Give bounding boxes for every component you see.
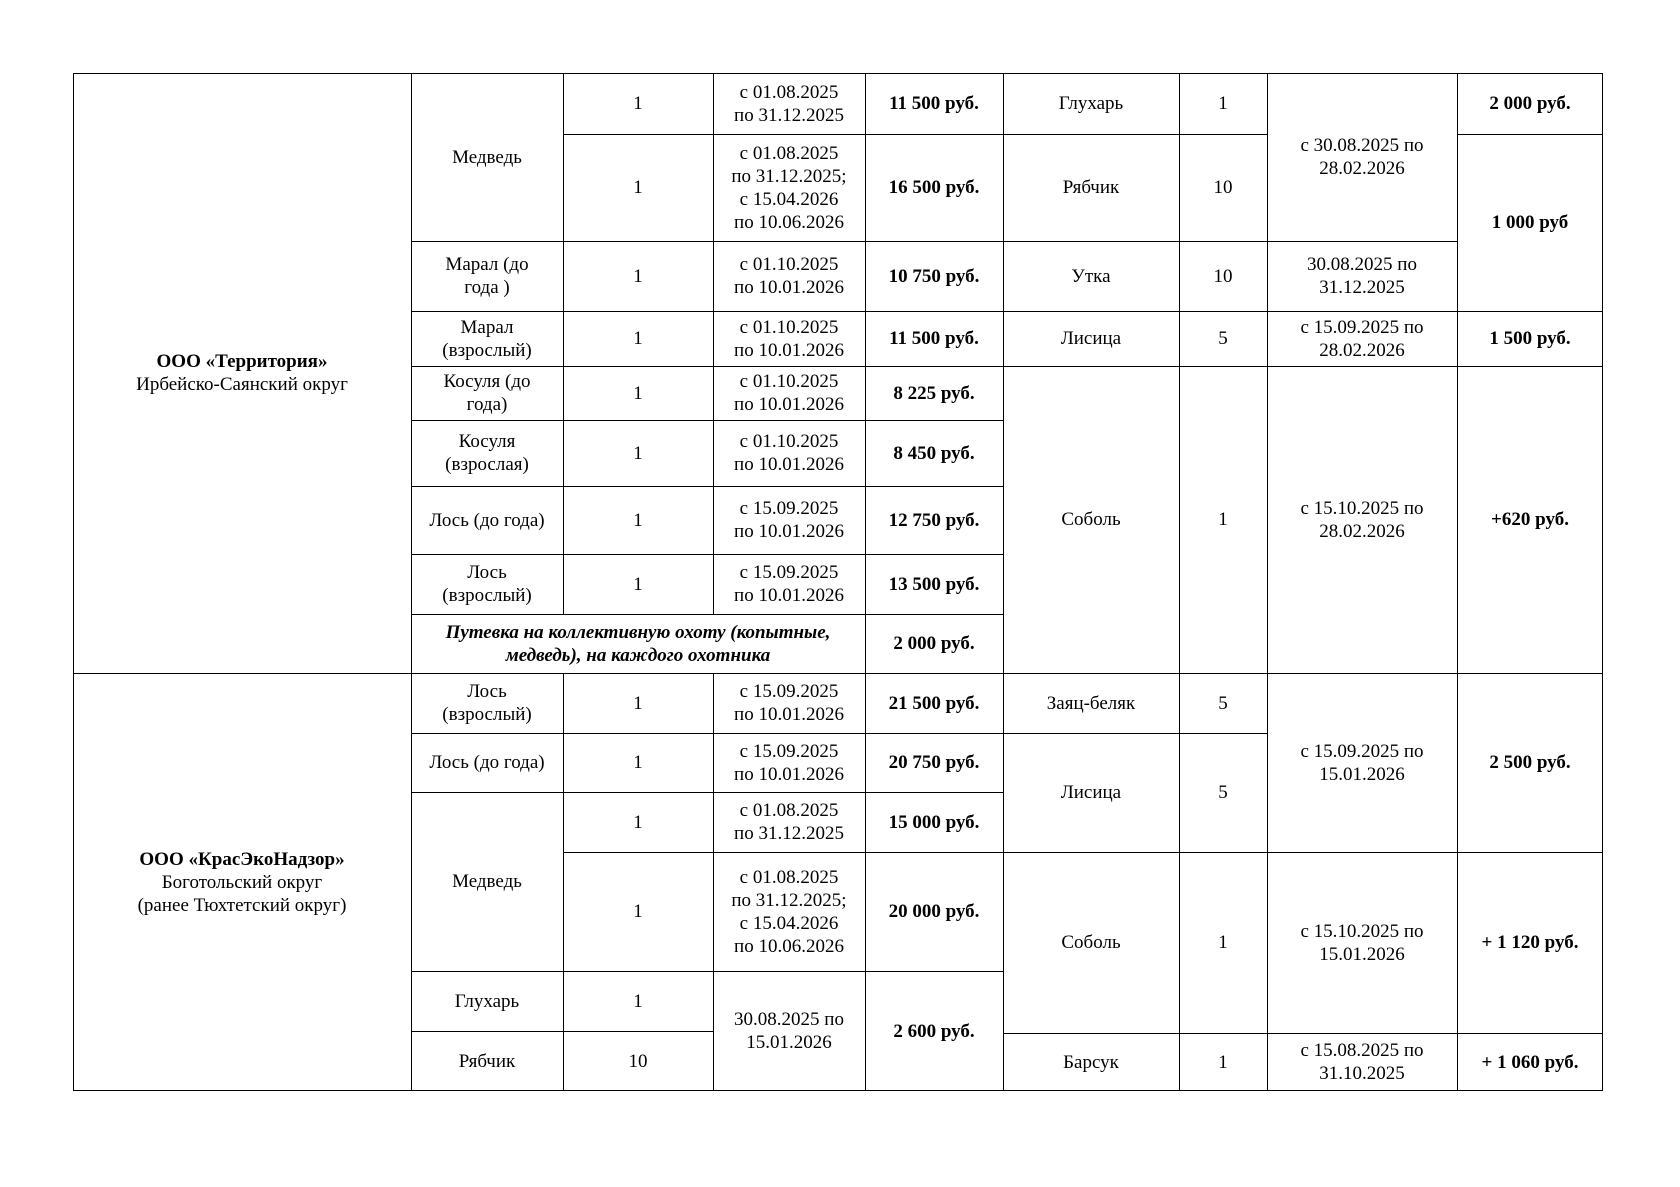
price-cell: 2 500 руб. <box>1489 752 1571 773</box>
qty-cell: 1 <box>633 752 643 773</box>
collective-hunt-cell: Путевка на коллективную охоту (копытные, медведь), на каждого охотника <box>445 621 831 666</box>
org-district: Боготольский округ <box>161 871 323 893</box>
price-cell: + 1 060 руб. <box>1481 1051 1579 1073</box>
qty-cell: 1 <box>633 442 643 464</box>
price-cell: 8 225 руб. <box>893 382 975 404</box>
grid-line <box>411 486 1003 487</box>
grid-line <box>411 614 1003 615</box>
qty-cell: 10 <box>628 1050 648 1072</box>
price-cell: +620 руб. <box>1491 509 1569 530</box>
qty-cell: 1 <box>633 509 643 531</box>
period-cell: с 01.08.2025 по 31.12.2025 <box>734 800 844 844</box>
grid-line <box>1267 73 1268 1091</box>
qty-cell: 1 <box>633 177 643 198</box>
grid-line <box>1003 73 1004 1091</box>
grid-line <box>411 792 1003 793</box>
species-cell: Утка <box>1071 265 1111 287</box>
species-cell: Лисица <box>1060 328 1122 349</box>
qty-cell: 1 <box>1218 509 1228 530</box>
qty-cell: 1 <box>633 93 643 114</box>
price-cell: 13 500 руб. <box>888 573 980 595</box>
grid-line <box>865 852 1003 853</box>
price-cell: 12 750 руб. <box>888 509 980 531</box>
price-cell: 21 500 руб. <box>888 692 980 714</box>
qty-cell: 1 <box>1218 1051 1228 1073</box>
grid-line <box>1003 366 1603 367</box>
species-cell: Лось (взрослый) <box>442 562 532 606</box>
species-cell: Рябчик <box>458 1050 516 1072</box>
price-cell: 11 500 руб. <box>889 93 979 114</box>
grid-line <box>563 852 865 853</box>
species-cell: Лось (взрослый) <box>442 681 532 725</box>
org-cell-territoriya <box>73 73 411 673</box>
qty-cell: 1 <box>633 811 643 833</box>
price-cell: 20 750 руб. <box>888 752 980 773</box>
grid-line <box>411 73 412 1091</box>
price-cell: 2 000 руб. <box>893 633 975 654</box>
org-name: ООО «Территория» <box>156 351 328 372</box>
species-cell: Лось (до года) <box>429 509 545 531</box>
grid-line <box>713 73 714 614</box>
species-cell: Заяц-беляк <box>1046 692 1136 714</box>
qty-cell: 5 <box>1218 328 1228 349</box>
qty-cell: 1 <box>633 265 643 287</box>
qty-cell: 5 <box>1218 692 1228 714</box>
period-cell: с 01.08.2025 по 31.12.2025; с 15.04.2026 по 10.06.2026 <box>731 866 847 957</box>
price-cell: + 1 120 руб. <box>1481 932 1579 953</box>
qty-cell: 1 <box>1218 932 1228 953</box>
grid-line <box>411 554 1003 555</box>
species-cell: Марал (взрослый) <box>442 316 532 361</box>
grid-line <box>563 673 564 1091</box>
price-cell: 15 000 руб. <box>888 811 980 833</box>
qty-cell: 1 <box>633 382 643 404</box>
grid-line <box>411 366 1003 367</box>
grid-line <box>1602 73 1603 1091</box>
species-cell: Глухарь <box>454 990 520 1012</box>
grid-line <box>411 971 1003 972</box>
period-cell: с 15.09.2025 по 28.02.2026 <box>1300 316 1424 361</box>
price-cell: 2 000 руб. <box>1489 93 1571 114</box>
species-cell: Лось (до года) <box>429 752 545 773</box>
qty-cell: 1 <box>633 692 643 714</box>
price-cell: 1 500 руб. <box>1489 328 1571 349</box>
grid-line <box>411 311 1003 312</box>
period-cell: с 15.09.2025 по 10.01.2026 <box>734 681 844 725</box>
org-district-note: (ранее Тюхтетский округ) <box>137 894 347 916</box>
org-name: ООО «КрасЭкоНадзор» <box>139 848 345 870</box>
org-district: Ирбейско-Саянский округ <box>136 374 348 395</box>
grid-line <box>1179 73 1180 1091</box>
species-cell: Глухарь <box>1058 93 1124 114</box>
grid-line <box>411 1031 713 1032</box>
qty-cell: 1 <box>633 573 643 595</box>
grid-line <box>1003 733 1267 734</box>
grid-line <box>563 73 564 241</box>
price-cell: 10 750 руб. <box>888 265 980 287</box>
grid-line <box>713 673 714 1091</box>
period-cell: с 01.10.2025 по 10.01.2026 <box>734 316 844 361</box>
period-cell: с 01.10.2025 по 10.01.2026 <box>734 254 844 298</box>
grid-line <box>73 1090 1603 1091</box>
qty-cell: 10 <box>1213 177 1233 198</box>
species-cell: Барсук <box>1063 1051 1119 1073</box>
grid-line <box>73 73 1603 74</box>
price-cell: 1 000 руб <box>1491 212 1569 233</box>
qty-cell: 1 <box>633 901 643 922</box>
grid-line <box>1003 311 1603 312</box>
price-cell: 20 000 руб. <box>888 901 980 922</box>
grid-line <box>1003 134 1267 135</box>
species-cell: Косуля (взрослая) <box>445 431 529 475</box>
species-cell: Рябчик <box>1062 177 1120 198</box>
grid-line <box>411 420 1003 421</box>
grid-line <box>73 73 74 1091</box>
period-cell: с 01.10.2025 по 10.01.2026 <box>734 431 844 475</box>
qty-cell: 5 <box>1218 782 1228 803</box>
period-cell: с 15.09.2025 по 10.01.2026 <box>734 498 844 542</box>
period-cell: с 01.08.2025 по 31.12.2025; с 15.04.2026 по 10.06.2026 <box>731 142 847 233</box>
period-cell: 30.08.2025 по 31.12.2025 <box>1307 254 1417 298</box>
period-cell: с 15.08.2025 по 31.10.2025 <box>1300 1040 1424 1084</box>
price-cell: 16 500 руб. <box>888 177 980 198</box>
species-cell: Косуля (до года) <box>443 371 531 415</box>
org-cell-krasekonadzor <box>73 673 411 1091</box>
grid-line <box>865 73 866 1091</box>
species-cell: Медведь <box>452 871 522 892</box>
species-cell: Соболь <box>1061 509 1121 530</box>
qty-cell: 10 <box>1213 265 1233 287</box>
grid-line <box>1003 1033 1603 1034</box>
grid-line <box>1457 73 1458 1091</box>
grid-line <box>411 241 1003 242</box>
qty-cell: 1 <box>633 990 643 1012</box>
period-cell: с 15.09.2025 по 10.01.2026 <box>734 562 844 606</box>
period-cell: с 01.10.2025 по 10.01.2026 <box>734 371 844 415</box>
period-cell: с 15.09.2025 по 10.01.2026 <box>734 740 844 785</box>
period-cell: с 15.10.2025 по 28.02.2026 <box>1300 497 1424 542</box>
qty-cell: 1 <box>1218 93 1228 114</box>
grid-line <box>563 134 1003 135</box>
period-cell: с 15.10.2025 по 15.01.2026 <box>1300 920 1424 965</box>
period-cell: с 15.09.2025 по 15.01.2026 <box>1300 740 1424 785</box>
grid-line <box>1003 852 1603 853</box>
grid-line <box>563 241 564 614</box>
grid-line <box>1457 134 1603 135</box>
grid-line <box>411 733 1003 734</box>
hunting-permits-table <box>73 73 1603 1091</box>
price-cell: 8 450 руб. <box>893 442 975 464</box>
grid-line <box>73 673 1603 674</box>
period-cell: с 30.08.2025 по 28.02.2026 <box>1300 135 1424 179</box>
species-cell: Марал (до года ) <box>445 254 529 298</box>
species-cell: Лисица <box>1060 782 1122 803</box>
species-cell: Соболь <box>1061 932 1121 953</box>
period-cell: 30.08.2025 по 15.01.2026 <box>734 1009 844 1053</box>
grid-line <box>1003 241 1457 242</box>
period-cell: с 01.08.2025 по 31.12.2025 <box>734 81 844 126</box>
species-cell: Медведь <box>452 146 522 168</box>
price-cell: 11 500 руб. <box>889 328 979 349</box>
price-cell: 2 600 руб. <box>893 1020 975 1042</box>
qty-cell: 1 <box>633 328 643 349</box>
